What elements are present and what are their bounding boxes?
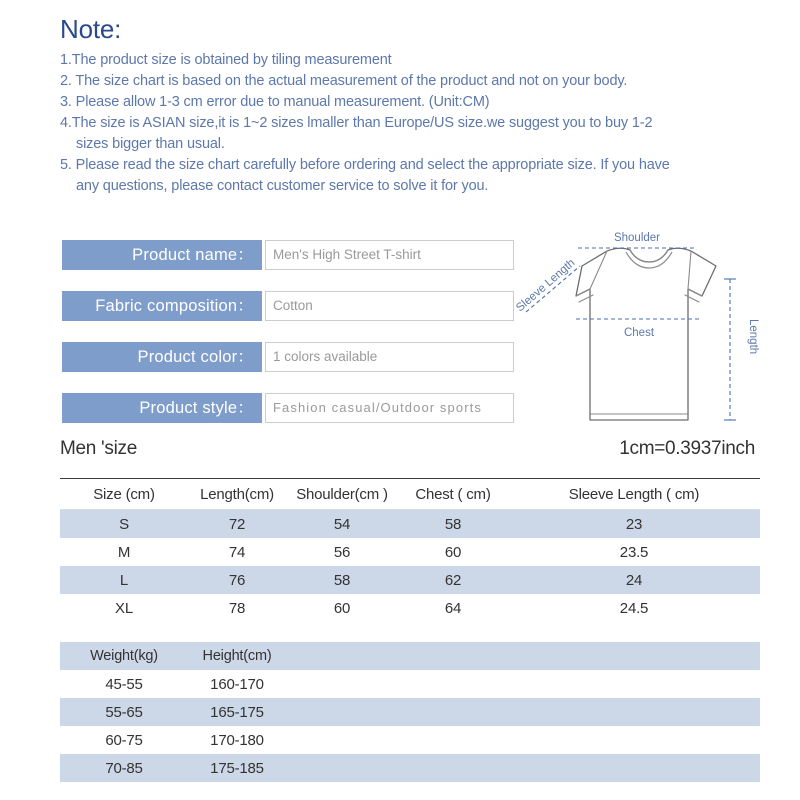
size-table — [60, 478, 760, 622]
note-line: 5. Please read the size chart carefully before ordering and select the appropriate size. If you have — [60, 157, 670, 173]
table-header-row — [60, 479, 760, 510]
cell-sleeve: 23.5 — [508, 538, 760, 566]
cell-chest: 58 — [398, 510, 508, 539]
diagram-sleeve-label: Sleeve Length — [514, 256, 578, 315]
product-style-value: Fashion casual/Outdoor sports — [265, 393, 514, 423]
product-color-label: Product color： — [62, 342, 262, 372]
notes-section — [60, 12, 760, 197]
cm-conversion-note: 1cm=0.3937inch — [619, 438, 755, 459]
cell-shoulder: 58 — [286, 566, 398, 594]
cell-spacer — [286, 754, 760, 782]
cell-height: 160-170 — [188, 670, 286, 698]
column-header-sleeve-length: Sleeve Length ( cm) — [508, 479, 760, 510]
column-header-size: Size (cm) — [60, 479, 188, 510]
cell-sleeve: 23 — [508, 510, 760, 539]
cell-shoulder: 54 — [286, 510, 398, 539]
cell-size: XL — [60, 594, 188, 622]
cell-size: L — [60, 566, 188, 594]
note-line: any questions, please contact customer service to solve it for you. — [76, 178, 489, 194]
table-header-row — [60, 642, 760, 670]
note-line: 1.The product size is obtained by tiling measurement — [60, 52, 392, 68]
cell-shoulder: 56 — [286, 538, 398, 566]
column-header-length: Length(cm) — [188, 479, 286, 510]
column-header-spacer — [286, 642, 760, 670]
diagram-chest-label: Chest — [623, 327, 655, 339]
cell-length: 72 — [188, 510, 286, 539]
column-header-height: Height(cm) — [188, 642, 286, 670]
cell-weight: 55-65 — [60, 698, 188, 726]
product-style-label: Product style： — [62, 393, 262, 423]
cell-weight: 70-85 — [60, 754, 188, 782]
cell-chest: 64 — [398, 594, 508, 622]
cell-height: 175-185 — [188, 754, 286, 782]
cell-chest: 62 — [398, 566, 508, 594]
cell-weight: 60-75 — [60, 726, 188, 754]
cell-sleeve: 24.5 — [508, 594, 760, 622]
table-row — [60, 754, 760, 782]
weight-height-table-container — [60, 642, 760, 782]
men-size-title: Men 'size — [60, 438, 137, 459]
diagram-shoulder-label: Shoulder — [613, 232, 661, 244]
table-row — [60, 566, 760, 594]
table-row — [60, 726, 760, 754]
weight-height-table — [60, 642, 760, 782]
product-color-row — [62, 342, 514, 372]
column-header-weight: Weight(kg) — [60, 642, 188, 670]
tshirt-measurement-diagram — [512, 224, 762, 434]
column-header-shoulder: Shoulder(cm ) — [286, 479, 398, 510]
note-line: 3. Please allow 1-3 cm error due to manual measurement. (Unit:CM) — [60, 94, 490, 110]
product-style-row — [62, 393, 514, 423]
product-color-value: 1 colors available — [265, 342, 514, 372]
column-header-chest: Chest ( cm) — [398, 479, 508, 510]
table-row — [60, 698, 760, 726]
cell-weight: 45-55 — [60, 670, 188, 698]
cell-spacer — [286, 726, 760, 754]
product-name-value: Men's High Street T-shirt — [265, 240, 514, 270]
product-name-label: Product name： — [62, 240, 262, 270]
cell-spacer — [286, 670, 760, 698]
cell-size: S — [60, 510, 188, 539]
note-line: 4.The size is ASIAN size,it is 1~2 sizes lmaller than Europe/US size.we suggest you to buy 1-2 — [60, 115, 653, 131]
cell-length: 74 — [188, 538, 286, 566]
table-row — [60, 594, 760, 622]
table-row — [60, 538, 760, 566]
fabric-composition-value: Cotton — [265, 291, 514, 321]
size-table-container — [60, 478, 760, 622]
cell-length: 78 — [188, 594, 286, 622]
fabric-composition-row — [62, 291, 514, 321]
cell-chest: 60 — [398, 538, 508, 566]
cell-shoulder: 60 — [286, 594, 398, 622]
fabric-composition-label: Fabric composition： — [62, 291, 262, 321]
note-line: sizes bigger than usual. — [76, 136, 225, 152]
cell-height: 165-175 — [188, 698, 286, 726]
product-name-row — [62, 240, 514, 270]
cell-sleeve: 24 — [508, 566, 760, 594]
cell-spacer — [286, 698, 760, 726]
cell-height: 170-180 — [188, 726, 286, 754]
table-row — [60, 670, 760, 698]
product-info-section — [62, 240, 514, 444]
table-row — [60, 510, 760, 539]
note-line: 2. The size chart is based on the actual measurement of the product and not on your body. — [60, 73, 628, 89]
diagram-length-label: Length — [747, 319, 759, 355]
cell-size: M — [60, 538, 188, 566]
cell-length: 76 — [188, 566, 286, 594]
note-heading: Note: — [60, 14, 122, 44]
